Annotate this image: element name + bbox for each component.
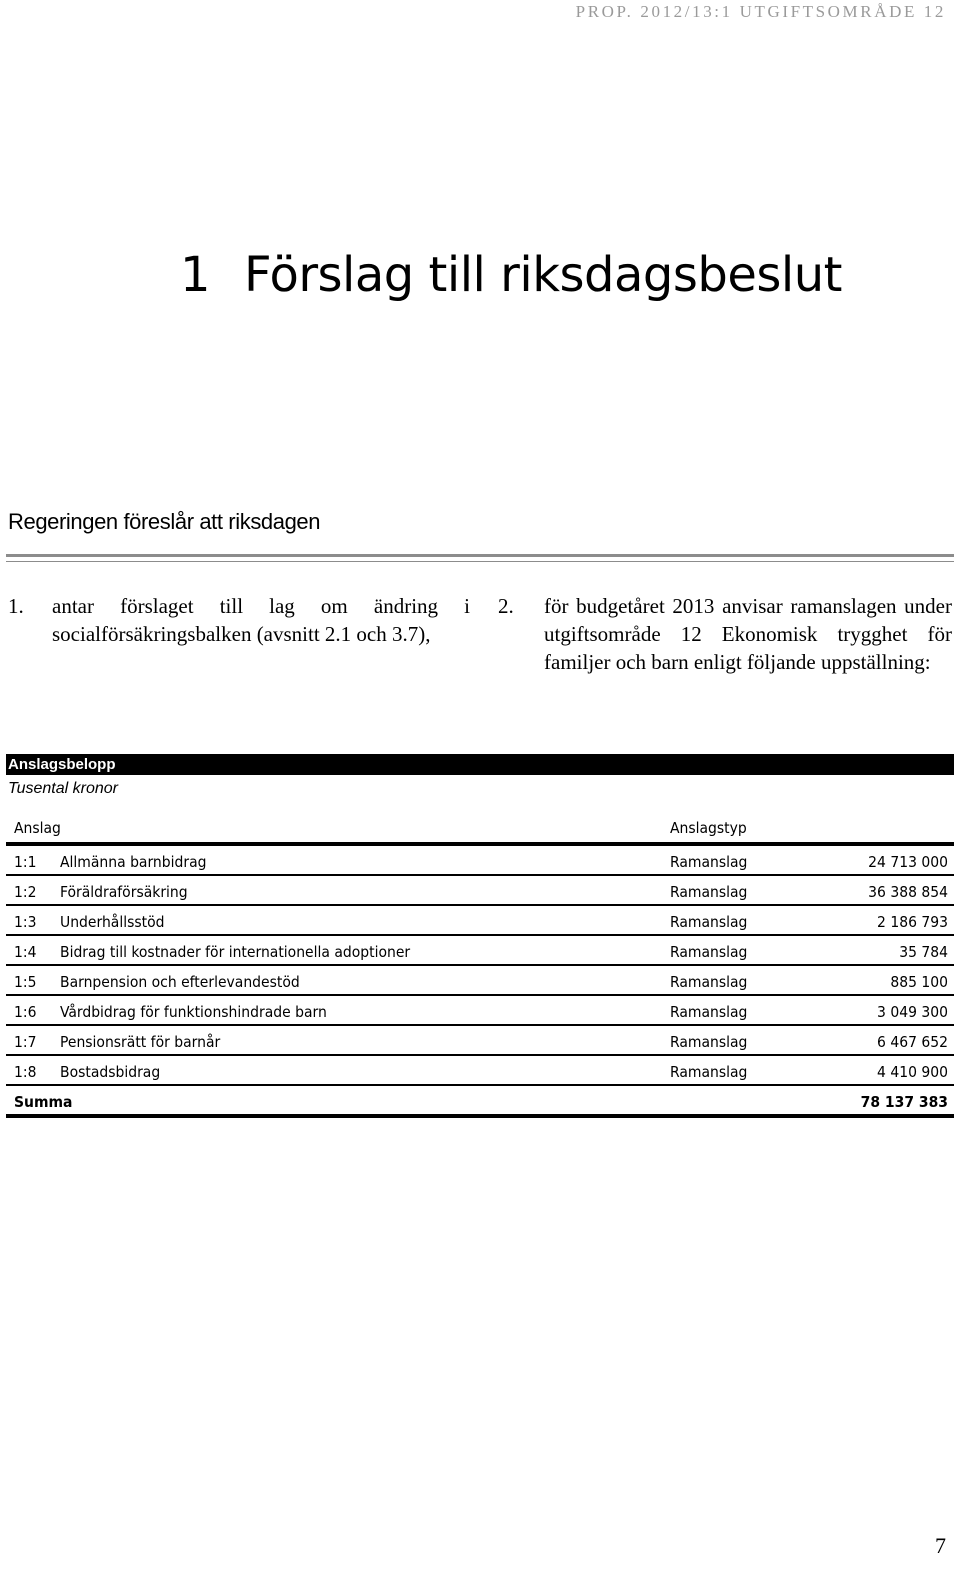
table-header-row (6, 818, 954, 846)
header-anslag: Anslag (14, 819, 61, 837)
section-divider (6, 554, 954, 557)
row-code: 1:8 (14, 1063, 37, 1081)
row-amount: 35 784 (899, 943, 948, 961)
page-number: 7 (935, 1533, 946, 1558)
chapter-title-text: Förslag till riksdagsbeslut (244, 247, 842, 303)
row-type: Ramanslag (670, 913, 748, 931)
total-amount: 78 137 383 (860, 1093, 948, 1111)
row-code: 1:3 (14, 913, 37, 931)
row-type: Ramanslag (670, 1003, 748, 1021)
running-header: PROP. 2012/13:1 UTGIFTSOMRÅDE 12 (575, 2, 946, 21)
chapter-number: 1 (180, 247, 211, 303)
row-amount: 6 467 652 (877, 1033, 948, 1051)
row-amount: 4 410 900 (877, 1063, 948, 1081)
lead-text: Regeringen föreslår att riksdagen (8, 509, 321, 534)
row-code: 1:7 (14, 1033, 37, 1051)
row-code: 1:1 (14, 853, 37, 871)
table-row (6, 1056, 954, 1086)
table-caption (6, 754, 954, 775)
row-name: Underhållsstöd (60, 913, 165, 931)
row-code: 1:6 (14, 1003, 37, 1021)
proposal-number: 2. (498, 594, 514, 618)
row-name: Föräldraförsäkring (60, 883, 188, 901)
table-subcaption: Tusental kronor (8, 780, 118, 797)
row-amount: 885 100 (890, 973, 948, 991)
table-row (6, 876, 954, 906)
row-name: Barnpension och efterlevandestöd (60, 973, 300, 991)
row-code: 1:2 (14, 883, 37, 901)
row-code: 1:4 (14, 943, 37, 961)
proposal-text: antar förslaget till lag om ändring i socialförsäkringsbalken (avsnitt 2.1 och 3.7), (52, 594, 470, 646)
row-amount: 24 713 000 (868, 853, 948, 871)
row-type: Ramanslag (670, 973, 748, 991)
header-anslagstyp: Anslagstyp (670, 819, 747, 837)
proposal-number: 1. (8, 594, 24, 618)
row-type: Ramanslag (670, 1063, 748, 1081)
total-label: Summa (14, 1093, 73, 1111)
row-amount: 3 049 300 (877, 1003, 948, 1021)
table-row (6, 936, 954, 966)
row-name: Vårdbidrag för funktionshindrade barn (60, 1003, 327, 1021)
table-total-row (6, 1086, 954, 1118)
row-type: Ramanslag (670, 853, 748, 871)
proposal-text: för budgetåret 2013 anvisar ramanslagen under utgiftsområde 12 Ekonomisk trygghet för familjer och barn enligt följande uppställning: (544, 594, 952, 674)
table-caption-text: Anslagsbelopp (8, 756, 116, 773)
row-type: Ramanslag (670, 883, 748, 901)
table-row (6, 966, 954, 996)
row-amount: 2 186 793 (877, 913, 948, 931)
table-row (6, 846, 954, 876)
table-row (6, 996, 954, 1026)
table-row (6, 906, 954, 936)
table-row (6, 1026, 954, 1056)
appropriations-table (6, 818, 954, 1118)
chapter-title (180, 245, 842, 305)
row-code: 1:5 (14, 973, 37, 991)
row-name: Bostadsbidrag (60, 1063, 161, 1081)
row-type: Ramanslag (670, 1033, 748, 1051)
row-amount: 36 388 854 (868, 883, 948, 901)
row-name: Bidrag till kostnader för internationella adoptioner (60, 943, 411, 961)
row-name: Allmänna barnbidrag (60, 853, 207, 871)
row-type: Ramanslag (670, 943, 748, 961)
row-name: Pensionsrätt för barnår (60, 1033, 221, 1051)
